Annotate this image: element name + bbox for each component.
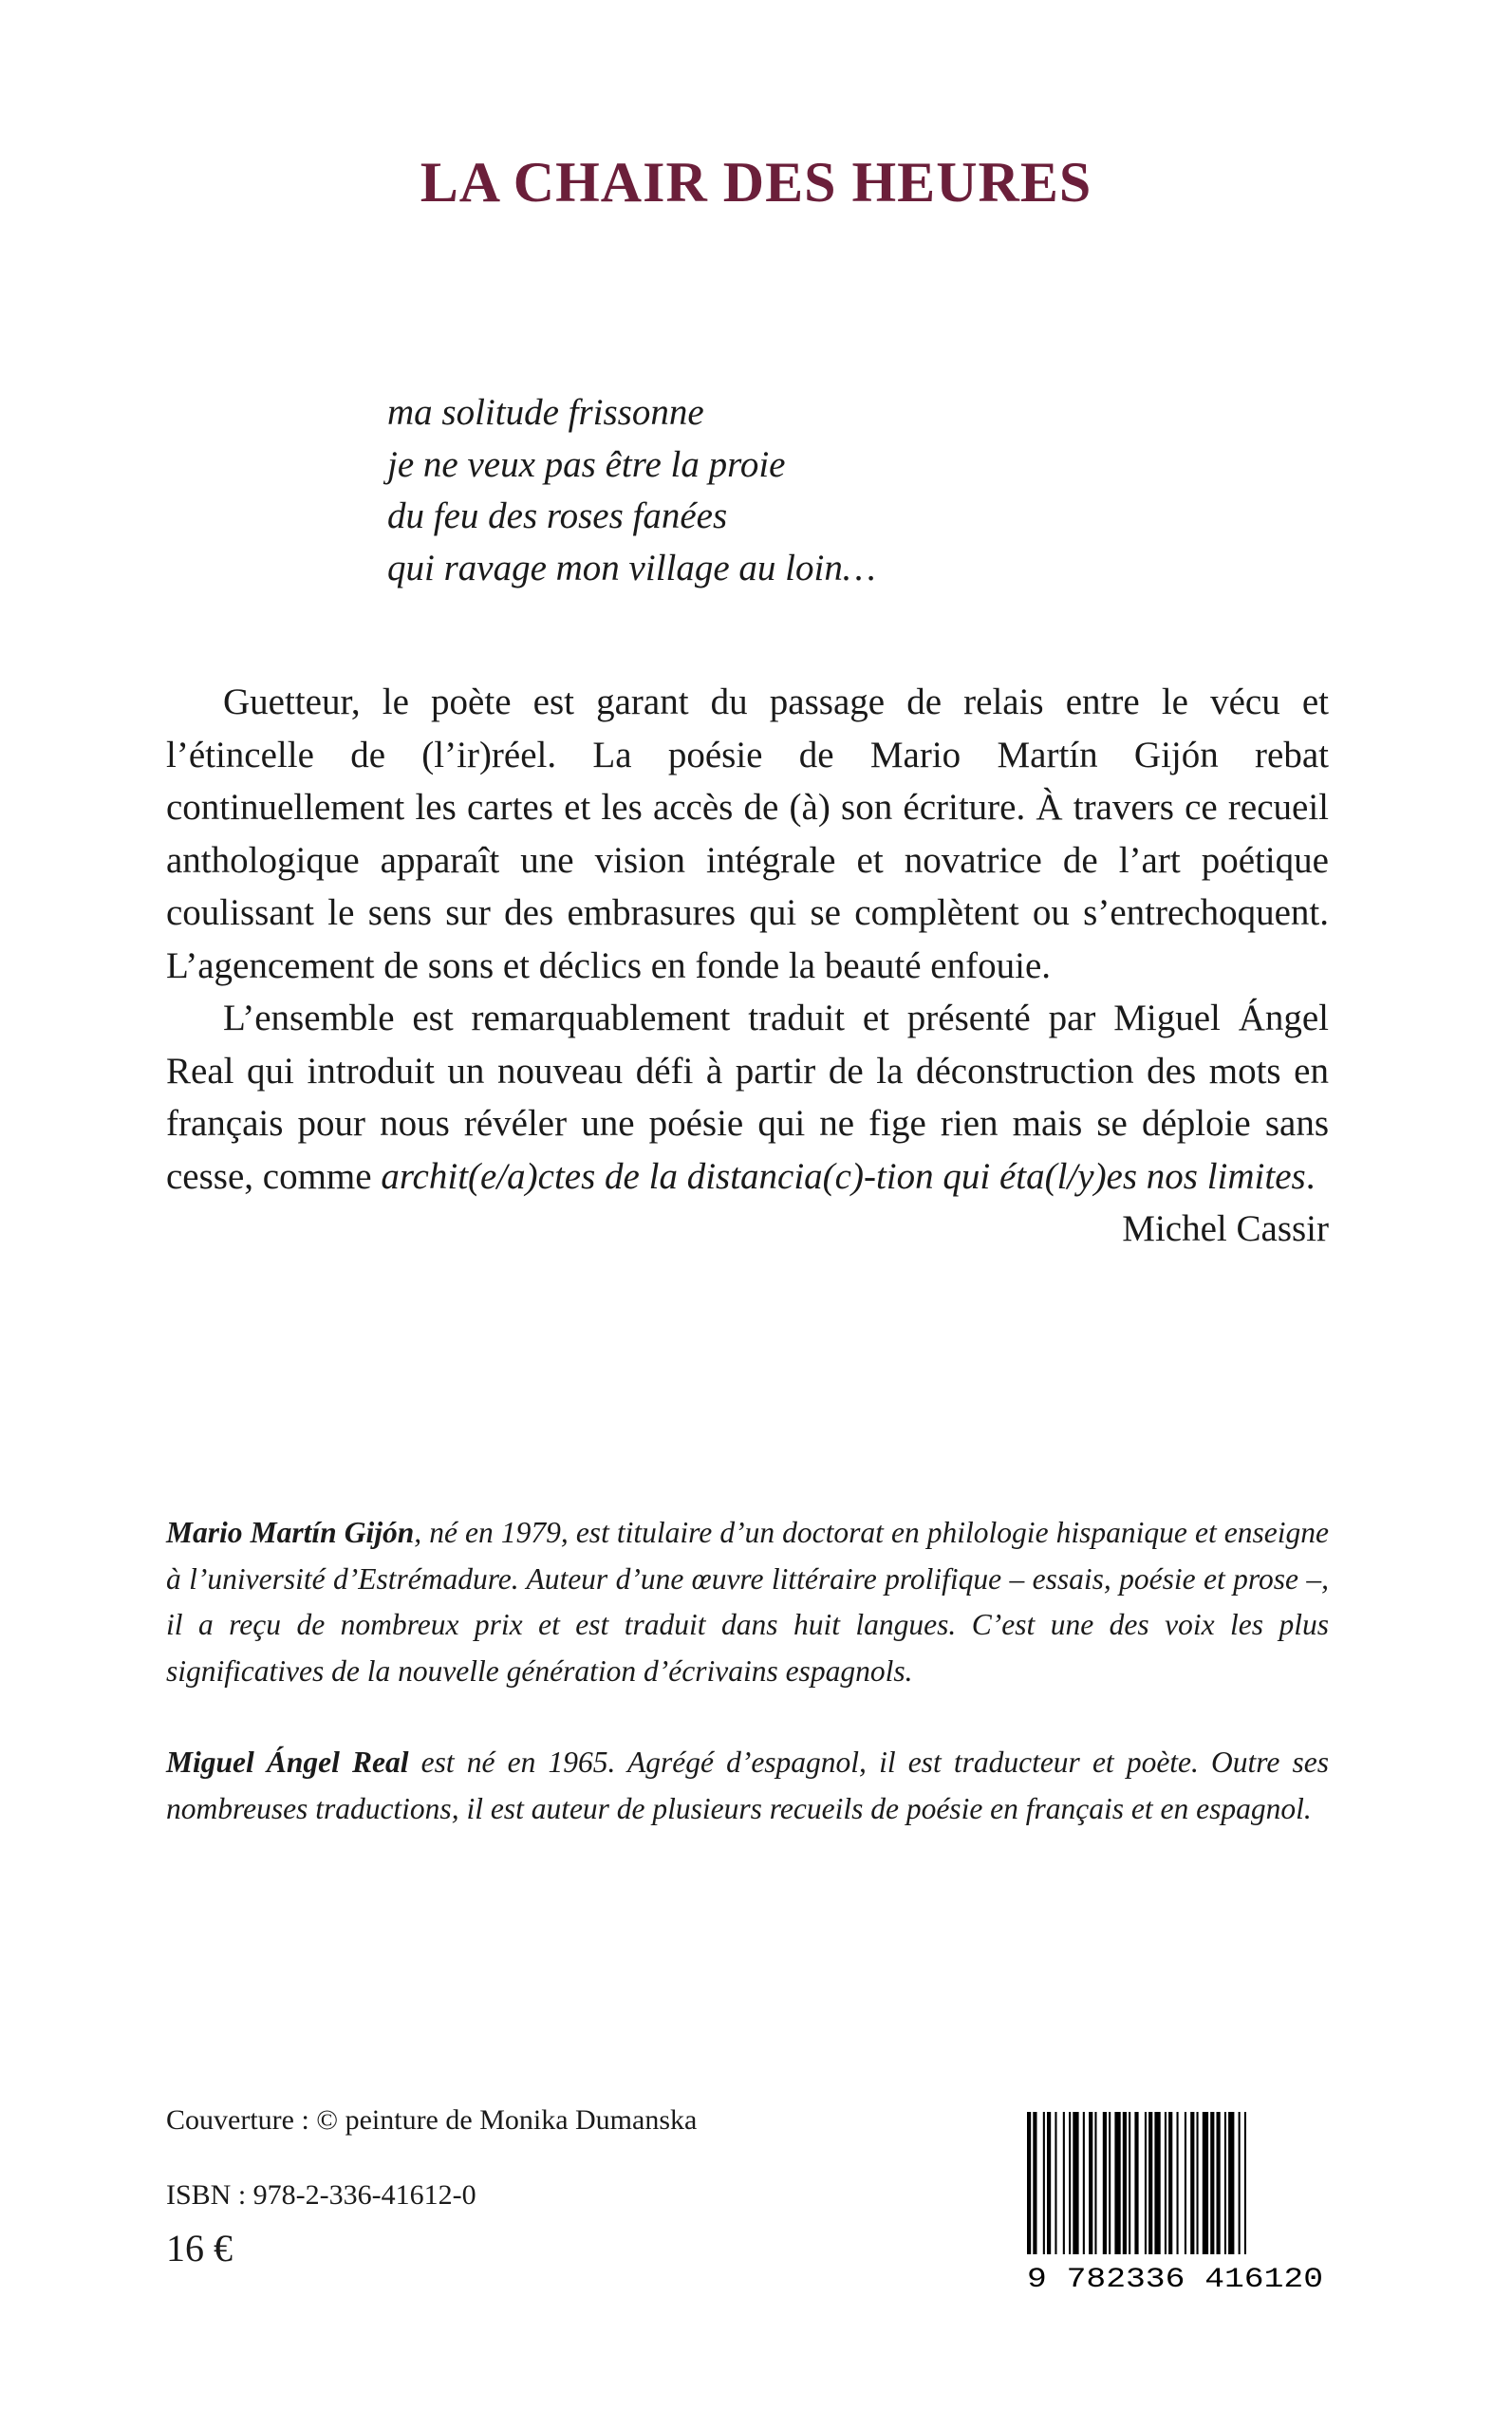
barcode-bar — [1239, 2112, 1241, 2254]
barcode-digits: 9 782336 416120 — [1027, 2264, 1323, 2292]
barcode-bar — [1123, 2112, 1127, 2254]
barcode-bar — [1228, 2112, 1234, 2254]
barcode-bar — [1197, 2112, 1199, 2254]
blurb-italic-text: archit(e/a)ctes de la distancia(c)-tion qui éta(l/y)es nos limites — [381, 1155, 1306, 1197]
barcode-bar — [1047, 2112, 1051, 2254]
price: 16 € — [166, 2227, 233, 2269]
barcode-bar — [1203, 2112, 1208, 2254]
translator-bio-text: est né en 1965. Agrégé d’espagnol, il est traducteur et poète. Outre ses nombreuses traductions, il est auteur de plusieurs recueils de poésie en français et en espagnol. — [166, 1746, 1329, 1825]
barcode-bar — [1069, 2112, 1071, 2254]
barcode-bar — [1165, 2112, 1167, 2254]
author-bios — [166, 1510, 1329, 1877]
barcode-bar — [1145, 2112, 1147, 2254]
poem-excerpt — [387, 387, 876, 594]
poem-line: du feu des roses fanées — [387, 495, 728, 536]
poem-line: je ne veux pas être la proie — [387, 443, 786, 485]
author-bio-text: , né en 1979, est titulaire d’un doctorat en philologie hispanique et enseigne à l’université d’Estrémadure. Auteur d’une œuvre littéraire prolifique – essais, poésie et prose –, il a reçu de nombreux prix et est traduit dans huit langues. C’est une des voix les plus significatives de la nouvelle génération d’écrivains espagnols. — [166, 1516, 1329, 1688]
cover-credit: Couverture : © peinture de Monika Dumanska — [166, 2104, 698, 2136]
poem-line: ma solitude frissonne — [387, 392, 704, 433]
barcode-bar — [1134, 2112, 1138, 2254]
barcode-bar — [1109, 2112, 1111, 2254]
barcode-bar — [1055, 2112, 1056, 2254]
barcode-bar — [1177, 2112, 1179, 2254]
barcode-bar — [1073, 2112, 1078, 2254]
blurb-text: L’ensemble est remarquablement traduit et présenté par Miguel Ángel Real qui introduit un nouveau défi à partir de la déconstruction des mots en français pour nous révéler une poésie qui ne fige rien mais se déploie sans cesse, comme — [166, 998, 1329, 1197]
barcode-bar — [1224, 2112, 1226, 2254]
barcode — [1023, 2112, 1327, 2292]
barcode-bar — [1129, 2112, 1130, 2254]
barcode-bar — [1033, 2112, 1036, 2254]
barcode-bar — [1244, 2112, 1246, 2254]
barcode-bar — [1063, 2112, 1065, 2254]
blurb-paragraph: Guetteur, le poète est garant du passage de relais entre le vécu et l’étincelle de (l’ir)réel. La poésie de Mario Martín Gijón rebat continuellement les cartes et les accès de (à) son écriture. À travers ce recueil anthologique apparaît une vision intégrale et novatrice de l’art poétique coulissant le sens sur des embrasures qui se complètent ou s’entrechoquent. L’agencement de sons et déclics en fonde la beauté enfouie. — [166, 682, 1329, 986]
barcode-bar — [1217, 2112, 1221, 2254]
author-name: Mario Martín Gijón — [166, 1516, 415, 1549]
author-bio — [166, 1510, 1329, 1694]
barcode-bar — [1114, 2112, 1120, 2254]
barcode-bar — [1027, 2112, 1031, 2254]
barcode-bar — [1168, 2112, 1172, 2254]
barcode-bar — [1094, 2112, 1096, 2254]
translator-bio — [166, 1740, 1329, 1832]
barcode-bar — [1083, 2112, 1085, 2254]
poem-line: qui ravage mon village au loin… — [387, 547, 876, 588]
blurb-signature: Michel Cassir — [1122, 1208, 1329, 1249]
blurb-text-end: . — [1305, 1155, 1316, 1197]
blurb-paragraph — [166, 992, 1329, 1203]
barcode-bar — [1148, 2112, 1152, 2254]
barcode-bar — [1210, 2112, 1214, 2254]
translator-name: Miguel Ángel Real — [166, 1746, 409, 1779]
barcode-bar — [1043, 2112, 1045, 2254]
isbn: ISBN : 978-2-336-41612-0 — [166, 2179, 476, 2211]
barcode-bar — [1154, 2112, 1160, 2254]
barcode-bar — [1185, 2112, 1186, 2254]
blurb — [166, 676, 1329, 1256]
book-title: LA CHAIR DES HEURES — [420, 151, 1092, 214]
barcode-bar — [1190, 2112, 1194, 2254]
barcode-bar — [1103, 2112, 1107, 2254]
barcode-bar — [1089, 2112, 1092, 2254]
